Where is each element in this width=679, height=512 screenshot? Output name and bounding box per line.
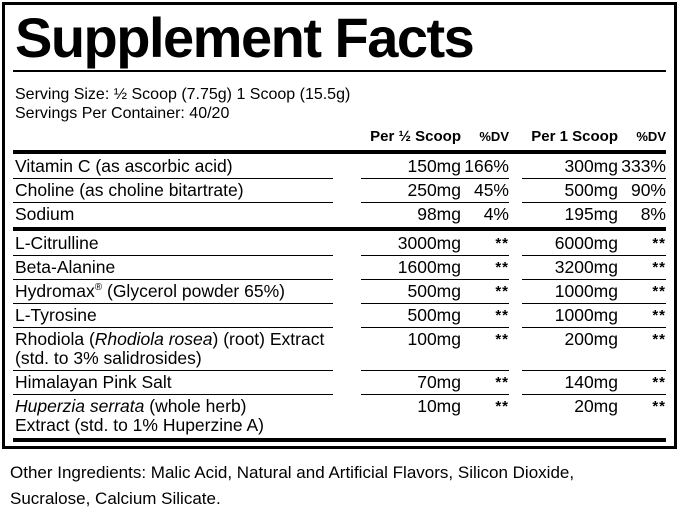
column-gap — [333, 304, 361, 328]
column-gap — [333, 179, 361, 203]
column-gap — [509, 232, 522, 256]
column-header-per-one-scoop: Per 1 Scoop — [531, 128, 618, 145]
other-ingredients: Other Ingredients: Malic Acid, Natural and Artificial Flavors, Silicon Dioxide, Sucralose, Calcium Silicate. — [10, 463, 575, 508]
daily-value: 166% — [464, 156, 509, 176]
amount-value: 1000mg — [554, 281, 618, 301]
dv-footnote — [13, 443, 666, 449]
daily-value: ** — [495, 259, 509, 276]
ingredient-row — [13, 232, 666, 256]
amount-value: 3000mg — [397, 233, 461, 253]
ingredient-row — [13, 203, 666, 226]
dose-group — [522, 203, 666, 226]
header-gap — [333, 125, 361, 149]
ingredient-name: Rhodiola (Rhodiola rosea) (root) Extract (std. to 3% salidrosides) — [13, 328, 333, 371]
dose-group — [361, 280, 509, 304]
header-group-one-scoop — [522, 125, 666, 149]
dose-group — [361, 155, 509, 179]
column-gap — [333, 328, 361, 371]
amount-value: 140mg — [564, 372, 618, 392]
dose-group — [522, 232, 666, 256]
dose-group — [522, 155, 666, 179]
ingredient-name: Choline (as choline bitartrate) — [13, 179, 333, 203]
ingredient-name: Vitamin C (as ascorbic acid) — [13, 155, 333, 179]
column-gap — [509, 395, 522, 437]
amount-value: 150mg — [407, 156, 461, 176]
amount-value: 10mg — [417, 396, 461, 416]
header-group-half-scoop — [361, 125, 509, 149]
amount-value: 300mg — [564, 156, 618, 176]
daily-value: ** — [495, 331, 509, 348]
daily-value: 4% — [483, 204, 509, 224]
amount-value: 250mg — [407, 180, 461, 200]
daily-value: ** — [652, 235, 666, 252]
dose-group — [361, 395, 509, 437]
amount-value: 195mg — [564, 204, 618, 224]
column-gap — [509, 280, 522, 304]
ingredient-row — [13, 280, 666, 304]
daily-value: ** — [652, 398, 666, 415]
daily-value: ** — [652, 331, 666, 348]
column-header-per-half-scoop: Per ½ Scoop — [370, 128, 461, 145]
dose-group — [361, 256, 509, 280]
section-divider — [13, 438, 666, 442]
amount-value: 1000mg — [554, 305, 618, 325]
amount-value: 98mg — [417, 204, 461, 224]
daily-value: ** — [652, 259, 666, 276]
serving-info — [13, 72, 666, 123]
ingredient-name: Hydromax® (Glycerol powder 65%) — [13, 280, 333, 304]
column-gap — [333, 280, 361, 304]
daily-value: ** — [495, 398, 509, 415]
ingredient-row — [13, 328, 666, 371]
column-header-dv-half: %DV — [479, 129, 509, 144]
amount-value: 500mg — [407, 281, 461, 301]
supplement-facts-panel — [2, 2, 677, 449]
ingredient-name: L-Citrulline — [13, 232, 333, 256]
dose-group — [361, 304, 509, 328]
header-divider — [13, 150, 666, 154]
column-gap — [333, 232, 361, 256]
dose-group — [522, 280, 666, 304]
section-divider — [13, 227, 666, 231]
amount-value: 200mg — [564, 329, 618, 349]
ingredient-row — [13, 304, 666, 328]
ingredient-name: Huperzia serrata (whole herb) Extract (std. to 1% Huperzine A) — [15, 396, 264, 435]
column-gap — [333, 155, 361, 179]
amount-value: 500mg — [564, 180, 618, 200]
dose-group — [361, 371, 509, 395]
ingredient-row — [13, 371, 666, 395]
ingredient-row — [13, 179, 666, 203]
daily-value: 45% — [473, 180, 509, 200]
amount-value: 3200mg — [554, 257, 618, 277]
daily-value: ** — [495, 307, 509, 324]
ingredient-rows — [13, 155, 666, 442]
ingredient-row — [13, 256, 666, 280]
column-gap — [509, 155, 522, 179]
daily-value: ** — [652, 307, 666, 324]
ingredient-row — [13, 395, 666, 437]
dose-group — [522, 304, 666, 328]
column-gap — [509, 304, 522, 328]
amount-value: 1600mg — [397, 257, 461, 277]
header-gap — [509, 125, 522, 149]
dose-group — [522, 256, 666, 280]
column-gap — [333, 203, 361, 226]
column-gap — [509, 256, 522, 280]
amount-value: 6000mg — [554, 233, 618, 253]
serving-size: Serving Size: ½ Scoop (7.75g) 1 Scoop (15.5g) — [15, 86, 351, 103]
dose-group — [522, 179, 666, 203]
column-gap — [333, 256, 361, 280]
dose-group — [522, 371, 666, 395]
daily-value: ** — [652, 374, 666, 391]
dose-group — [361, 203, 509, 226]
column-header-dv-full: %DV — [636, 129, 666, 144]
column-gap — [509, 371, 522, 395]
daily-value: ** — [495, 235, 509, 252]
amount-value: 20mg — [574, 396, 618, 416]
dose-group — [522, 328, 666, 371]
ingredient-name: Beta-Alanine — [13, 256, 333, 280]
ingredient-row — [13, 155, 666, 179]
column-gap — [509, 203, 522, 226]
daily-value: ** — [652, 283, 666, 300]
dose-group — [522, 395, 666, 437]
ingredient-name: Sodium — [15, 204, 75, 224]
column-gap — [509, 328, 522, 371]
amount-value: 100mg — [407, 329, 461, 349]
dose-group — [361, 232, 509, 256]
servings-per-container: Servings Per Container: 40/20 — [15, 105, 230, 122]
amount-value: 70mg — [417, 372, 461, 392]
dose-group — [361, 328, 509, 371]
column-gap — [509, 179, 522, 203]
daily-value: 333% — [621, 156, 666, 176]
panel-title: Supplement Facts — [13, 9, 666, 72]
ingredient-name: L-Tyrosine — [13, 304, 333, 328]
daily-value: ** — [495, 374, 509, 391]
dose-group — [361, 179, 509, 203]
column-header-row — [13, 125, 666, 149]
daily-value: 90% — [630, 180, 666, 200]
amount-value: 500mg — [407, 305, 461, 325]
daily-value: 8% — [640, 204, 666, 224]
ingredient-name: Himalayan Pink Salt — [13, 371, 333, 395]
daily-value: ** — [495, 283, 509, 300]
header-spacer — [13, 125, 333, 149]
column-gap — [333, 371, 361, 395]
column-gap — [333, 395, 361, 437]
